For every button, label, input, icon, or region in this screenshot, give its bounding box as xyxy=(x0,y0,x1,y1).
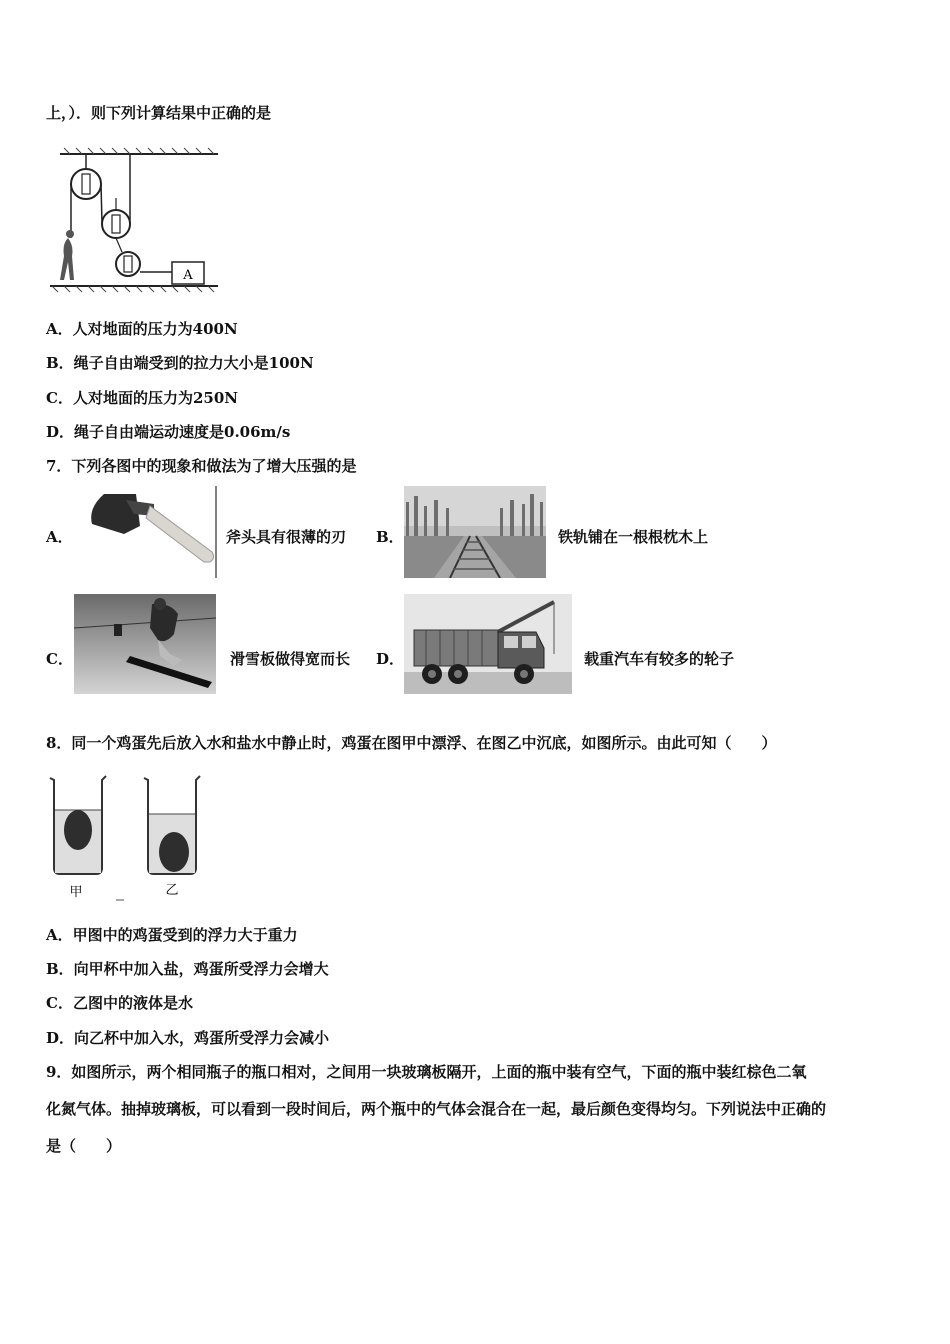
q7-option-a-label: A． xyxy=(46,528,73,546)
snowboard-image xyxy=(74,594,216,694)
q8-option-a: A．甲图中的鸡蛋受到的浮力大于重力 xyxy=(46,926,298,944)
railway-image xyxy=(404,486,546,578)
q8-option-c: C．乙图中的液体是水 xyxy=(46,994,193,1012)
question-9-line-2: 化氮气体。抽掉玻璃板，可以看到一段时间后，两个瓶中的气体会混合在一起，最后颜色变得均匀。下列说法中正确的 xyxy=(46,1100,827,1118)
q7-option-b-caption: 铁轨铺在一根根枕木上 xyxy=(558,528,709,546)
block-a-label: A xyxy=(183,268,193,283)
q8-option-b: B．向甲杯中加入盐，鸡蛋所受浮力会增大 xyxy=(46,960,329,978)
q7-option-d-caption: 载重汽车有较多的轮子 xyxy=(584,650,735,668)
beaker-yi-label: 乙 xyxy=(165,883,179,898)
question-9-line-1: 9．如图所示，两个相同瓶子的瓶口相对，之间用一块玻璃板隔开，上面的瓶中装有空气，下面的瓶中装红棕色二氧 xyxy=(46,1063,807,1081)
question-8-stem: 8．同一个鸡蛋先后放入水和盐水中静止时，鸡蛋在图甲中漂浮、在图乙中沉底，如图所示。由此可知（ ） xyxy=(46,734,777,752)
q6-option-a: A．人对地面的压力为400N xyxy=(46,320,238,338)
q7-option-d-label: D． xyxy=(376,650,405,668)
q7-option-c-label: C． xyxy=(46,650,73,668)
beaker-jia-label: 甲 xyxy=(69,885,83,900)
pulley-figure xyxy=(46,146,222,296)
q7-option-b-label: B． xyxy=(376,528,404,546)
question-7-stem: 7．下列各图中的现象和做法为了增大压强的是 xyxy=(46,457,357,475)
axe-image xyxy=(74,486,218,578)
q6-option-d: D．绳子自由端运动速度是0.06m/s xyxy=(46,423,291,441)
q7-option-c-caption: 滑雪板做得宽而长 xyxy=(230,650,351,668)
q7-option-a-caption: 斧头具有很薄的刃 xyxy=(226,528,347,546)
truck-image xyxy=(404,594,572,694)
q6-option-b: B．绳子自由端受到的拉力大小是100N xyxy=(46,354,314,372)
question-6-stem-tail: 上，）．则下列计算结果中正确的是 xyxy=(46,104,272,122)
q6-option-c: C．人对地面的压力为250N xyxy=(46,389,238,407)
q8-option-d: D．向乙杯中加入水，鸡蛋所受浮力会减小 xyxy=(46,1029,330,1047)
question-9-line-3: 是（ ） xyxy=(46,1137,122,1155)
egg-beakers-figure xyxy=(46,770,210,904)
